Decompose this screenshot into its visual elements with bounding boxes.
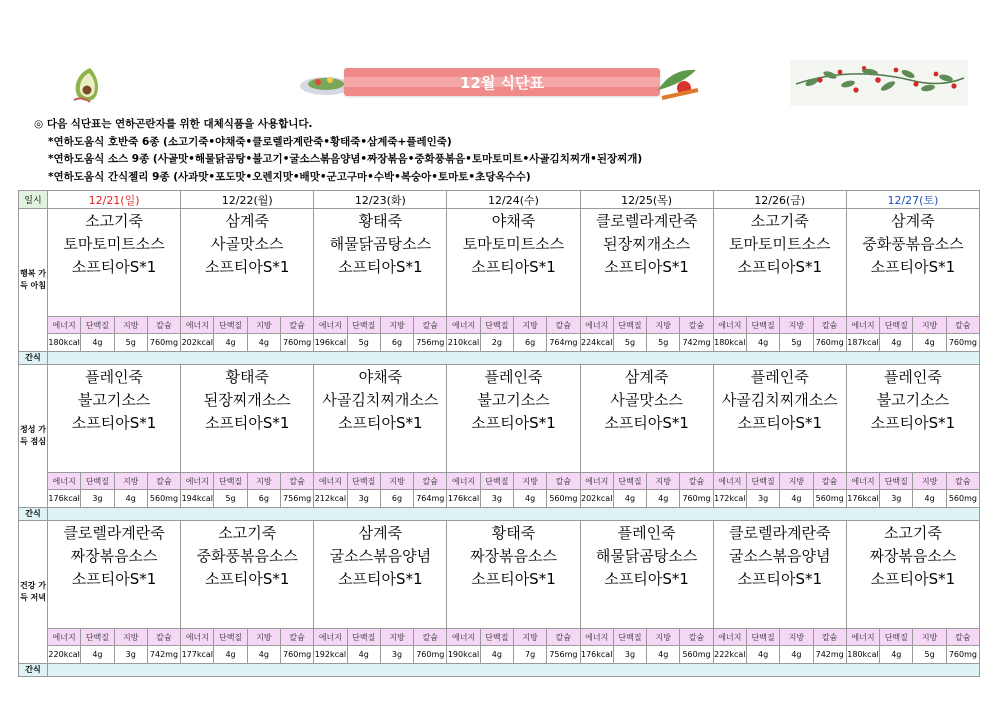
nutrient-value: 4g [513, 490, 546, 507]
note-jelly: *연하도움식 간식젤리 9종 (사과맛•포도맛•오렌지맛•배맛•군고구마•수박•복숭아•토마토•초당옥수수) [48, 170, 531, 183]
menu-item: 중화풍볶음소스 [196, 547, 298, 565]
date-header-row [19, 191, 980, 209]
menu-item: 소프티아S*1 [338, 414, 423, 432]
nutrient-value: 4g [80, 334, 113, 351]
nutrient-label: 에너지 [847, 317, 879, 333]
menu-item: 삼계죽 [624, 368, 669, 386]
nutrient-value: 196kcal [314, 334, 346, 351]
nutrient-value: 560mg [147, 490, 180, 507]
nutrient-value: 187kcal [847, 334, 879, 351]
nutrient-label: 지방 [380, 473, 413, 489]
nutrient-label: 에너지 [314, 317, 346, 333]
nutrient-label-row [19, 473, 980, 490]
nutrient-label: 단백질 [613, 629, 646, 645]
nutrient-value: 176kcal [48, 490, 80, 507]
snack-cell [48, 664, 980, 677]
nutrient-label-row [19, 629, 980, 646]
nutrient-value: 194kcal [181, 490, 213, 507]
nutrient-label: 칼슘 [147, 629, 180, 645]
date-header: 12/21(일) [48, 191, 181, 209]
menu-item: 플레인죽 [883, 368, 942, 386]
menu-item: 소프티아S*1 [338, 570, 423, 588]
nutrient-value: 760mg [946, 646, 979, 663]
snack-cell [48, 352, 980, 365]
nutrient-value: 202kcal [181, 334, 213, 351]
nutrient-label: 지방 [247, 629, 280, 645]
nutrient-value: 4g [480, 646, 513, 663]
menu-item: 소프티아S*1 [737, 414, 823, 432]
nutrient-label: 지방 [779, 473, 812, 489]
menu-cell [447, 209, 580, 317]
date-header: 12/25(목) [580, 191, 713, 209]
nutrient-value: 5g [114, 334, 147, 351]
menu-item: 소프티아S*1 [604, 258, 689, 276]
nutrient-label-row [19, 317, 980, 334]
nutrient-value: 3g [80, 490, 113, 507]
nutrient-label: 칼슘 [280, 473, 313, 489]
menu-cell [447, 521, 580, 629]
nutrient-value: 4g [247, 334, 280, 351]
nutrient-label: 지방 [912, 317, 945, 333]
menu-item: 소프티아S*1 [204, 570, 290, 588]
nutrient-label: 에너지 [181, 317, 213, 333]
nutrient-value: 6g [513, 334, 546, 351]
menu-item: 소프티아S*1 [604, 570, 689, 588]
nutrient-label: 단백질 [879, 629, 912, 645]
nutrient-value: 760mg [413, 646, 446, 663]
date-header: 12/27(토) [846, 191, 979, 209]
nutrient-value: 6g [380, 334, 413, 351]
nutrient-label: 단백질 [480, 629, 513, 645]
menu-cell [580, 365, 713, 473]
nutrient-label: 칼슘 [280, 629, 313, 645]
date-header: 12/23(화) [314, 191, 447, 209]
nutrient-value: 3g [879, 490, 912, 507]
meal-label: 행복 가득 아침 [19, 209, 48, 352]
menu-item: 토마토미트소스 [63, 235, 165, 253]
nutrient-label: 지방 [380, 629, 413, 645]
nutrient-label: 단백질 [879, 317, 912, 333]
menu-item: 플레인죽 [617, 524, 676, 542]
menu-cell [314, 521, 447, 629]
nutrient-label: 단백질 [80, 629, 113, 645]
nutrient-value: 4g [613, 490, 646, 507]
nutrient-value: 742mg [147, 646, 180, 663]
nutrient-value: 5g [779, 334, 812, 351]
menu-item: 굴소스볶음양념 [729, 547, 831, 565]
page-title: 12월 식단표 [459, 74, 545, 92]
menu-item: 소프티아S*1 [870, 570, 956, 588]
nutrient-value: 2g [480, 334, 513, 351]
nutrient-label: 칼슘 [679, 629, 712, 645]
meal-row [19, 521, 980, 629]
menu-item: 소프티아S*1 [71, 570, 157, 588]
nutrient-label: 에너지 [714, 629, 746, 645]
nutrient-label: 단백질 [746, 317, 779, 333]
menu-cell [580, 209, 713, 317]
menu-cell [181, 365, 314, 473]
nutrient-value: 756mg [280, 490, 313, 507]
note-porridge: *연하도움식 호반죽 6종 (소고기죽•야채죽•클로렐라계란죽•황태죽•삼계죽+플레인죽) [48, 135, 452, 148]
nutrient-value: 560mg [546, 490, 579, 507]
nutrient-label: 지방 [513, 317, 546, 333]
menu-item: 야채죽 [491, 212, 536, 230]
menu-item: 소프티아S*1 [471, 414, 556, 432]
nutrient-value: 5g [347, 334, 380, 351]
snack-label: 간식 [19, 664, 48, 677]
nutrient-value: 3g [746, 490, 779, 507]
nutrient-label: 지방 [779, 317, 812, 333]
nutrient-value: 760mg [147, 334, 180, 351]
menu-item: 굴소스볶음양념 [329, 547, 432, 565]
nutrient-label: 칼슘 [813, 317, 846, 333]
menu-item: 소프티아S*1 [870, 258, 956, 276]
menu-item: 소고기죽 [85, 212, 144, 230]
menu-item: 중화풍볶음소스 [862, 235, 964, 253]
menu-item: 소프티아S*1 [71, 258, 157, 276]
nutrient-label: 칼슘 [413, 629, 446, 645]
nutrient-label: 칼슘 [679, 473, 712, 489]
nutrient-value: 764mg [546, 334, 579, 351]
avocado-icon [70, 66, 106, 106]
nutrient-value: 190kcal [447, 646, 479, 663]
nutrient-value: 4g [912, 490, 945, 507]
menu-item: 소프티아S*1 [737, 570, 823, 588]
nutrient-value: 4g [213, 334, 246, 351]
nutrient-value: 224kcal [581, 334, 613, 351]
nutrient-label: 단백질 [480, 317, 513, 333]
menu-item: 소프티아S*1 [204, 258, 290, 276]
nutrient-label: 지방 [114, 629, 147, 645]
menu-item: 소프티아S*1 [870, 414, 956, 432]
nutrient-value: 172kcal [714, 490, 746, 507]
nutrient-value: 760mg [679, 490, 712, 507]
nutrient-value: 756mg [546, 646, 579, 663]
nutrient-value: 742mg [679, 334, 712, 351]
nutrient-label: 에너지 [181, 629, 213, 645]
meal-row [19, 209, 980, 317]
snack-row [19, 352, 980, 365]
menu-item: 짜장볶음소스 [70, 547, 158, 565]
menu-item: 클로렐라계란죽 [63, 524, 165, 542]
menu-cell [48, 209, 181, 317]
nutrient-label: 칼슘 [679, 317, 712, 333]
nutrient-label: 에너지 [48, 473, 80, 489]
nutrient-label: 에너지 [314, 629, 346, 645]
nutrient-value: 210kcal [447, 334, 479, 351]
nutrient-label: 에너지 [48, 629, 80, 645]
nutrient-value: 7g [513, 646, 546, 663]
menu-item: 플레인죽 [484, 368, 543, 386]
meal-plan-table [18, 190, 980, 677]
menu-item: 클로렐라계란죽 [595, 212, 698, 230]
nutrient-value: 180kcal [847, 646, 879, 663]
nutrient-value: 760mg [813, 334, 846, 351]
nutrient-label: 에너지 [581, 317, 613, 333]
nutrient-label: 단백질 [613, 317, 646, 333]
menu-item: 토마토미트소스 [729, 235, 831, 253]
nutrient-label: 에너지 [847, 473, 879, 489]
menu-item: 짜장볶음소스 [869, 547, 957, 565]
snack-row [19, 664, 980, 677]
nutrient-value: 760mg [280, 334, 313, 351]
nutrient-value: 560mg [679, 646, 712, 663]
menu-item: 짜장볶음소스 [470, 547, 557, 565]
menu-item: 소프티아S*1 [338, 258, 423, 276]
nutrient-value: 177kcal [181, 646, 213, 663]
nutrient-value: 3g [114, 646, 147, 663]
holly-berries-icon [790, 60, 968, 106]
nutrient-value: 3g [480, 490, 513, 507]
menu-cell [846, 209, 979, 317]
nutrient-value: 4g [347, 646, 380, 663]
nutrient-label: 에너지 [447, 629, 479, 645]
corner-label: 일시 [19, 191, 48, 209]
menu-item: 소프티아S*1 [604, 414, 689, 432]
nutrient-value: 560mg [813, 490, 846, 507]
vegetables-icon [652, 60, 704, 104]
nutrient-label: 단백질 [613, 473, 646, 489]
menu-item: 사골김치찌개소스 [322, 391, 439, 409]
note-sauce: *연하도움식 소스 9종 (사골맛•해물닭곰탕•불고기•굴소스볶음양념•짜장볶음•중화풍볶음•토마토미트•사골김치찌개•된장찌개) [48, 153, 643, 165]
nutrient-label: 지방 [380, 317, 413, 333]
menu-cell [846, 365, 979, 473]
nutrient-value: 3g [380, 646, 413, 663]
nutrient-value: 4g [746, 646, 779, 663]
menu-item: 소프티아S*1 [737, 258, 823, 276]
nutrient-label: 에너지 [581, 473, 613, 489]
menu-item: 플레인죽 [85, 368, 144, 386]
nutrient-label: 에너지 [714, 473, 746, 489]
nutrient-label: 칼슘 [413, 317, 446, 333]
nutrient-value: 222kcal [714, 646, 746, 663]
nutrient-label: 단백질 [347, 629, 380, 645]
menu-item: 소고기죽 [218, 524, 277, 542]
nutrient-label: 에너지 [847, 629, 879, 645]
meal-label: 정성 가득 점심 [19, 365, 48, 508]
nutrient-label: 단백질 [213, 473, 246, 489]
nutrient-value: 4g [247, 646, 280, 663]
menu-notes [34, 116, 642, 186]
nutrient-value-row [19, 334, 980, 352]
snack-label: 간식 [19, 352, 48, 365]
nutrient-label: 에너지 [447, 473, 479, 489]
nutrient-value: 4g [213, 646, 246, 663]
nutrient-label: 지방 [513, 473, 546, 489]
nutrient-label: 에너지 [48, 317, 80, 333]
nutrient-label: 단백질 [480, 473, 513, 489]
nutrient-value: 180kcal [714, 334, 746, 351]
nutrient-label: 에너지 [447, 317, 479, 333]
menu-item: 불고기소스 [876, 391, 950, 409]
menu-item: 해물닭곰탕소스 [595, 547, 698, 565]
menu-item: 불고기소스 [477, 391, 550, 409]
menu-item: 해물닭곰탕소스 [329, 235, 432, 253]
menu-item: 사골김치찌개소스 [721, 391, 838, 409]
meal-row [19, 365, 980, 473]
menu-item: 삼계죽 [891, 212, 935, 230]
menu-item: 황태죽 [358, 212, 403, 230]
title-banner [296, 58, 704, 106]
nutrient-value: 192kcal [314, 646, 346, 663]
menu-item: 소고기죽 [750, 212, 809, 230]
nutrient-value: 4g [912, 334, 945, 351]
nutrient-value: 180kcal [48, 334, 80, 351]
menu-cell [48, 365, 181, 473]
nutrient-value: 202kcal [581, 490, 613, 507]
meal-label: 건강 가득 저녁 [19, 521, 48, 664]
menu-cell [181, 521, 314, 629]
nutrient-label: 단백질 [879, 473, 912, 489]
menu-item: 된장찌개소스 [203, 391, 291, 409]
menu-item: 소프티아S*1 [204, 414, 290, 432]
nutrient-value: 742mg [813, 646, 846, 663]
menu-cell [713, 209, 846, 317]
nutrient-value: 4g [779, 490, 812, 507]
nutrient-label: 단백질 [213, 317, 246, 333]
nutrient-label: 단백질 [213, 629, 246, 645]
nutrient-value: 176kcal [847, 490, 879, 507]
menu-cell [580, 521, 713, 629]
menu-item: 소프티아S*1 [471, 570, 556, 588]
nutrient-label: 단백질 [746, 629, 779, 645]
nutrient-value: 220kcal [48, 646, 80, 663]
menu-item: 토마토미트소스 [462, 235, 565, 253]
nutrient-label: 칼슘 [280, 317, 313, 333]
nutrient-label: 칼슘 [413, 473, 446, 489]
menu-item: 황태죽 [225, 368, 269, 386]
menu-item: 클로렐라계란죽 [729, 524, 831, 542]
nutrient-label: 칼슘 [546, 629, 579, 645]
nutrient-value: 5g [646, 334, 679, 351]
nutrient-label: 지방 [114, 317, 147, 333]
nutrient-label: 지방 [912, 473, 945, 489]
nutrient-label: 칼슘 [946, 473, 979, 489]
nutrient-label: 지방 [114, 473, 147, 489]
snack-row [19, 508, 980, 521]
nutrient-value: 4g [879, 646, 912, 663]
snack-label: 간식 [19, 508, 48, 521]
menu-cell [713, 521, 846, 629]
menu-item: 삼계죽 [225, 212, 269, 230]
menu-cell [181, 209, 314, 317]
nutrient-value: 176kcal [581, 646, 613, 663]
menu-item: 소고기죽 [883, 524, 942, 542]
nutrient-value: 3g [613, 646, 646, 663]
nutrient-value: 4g [114, 490, 147, 507]
nutrient-value: 4g [779, 646, 812, 663]
nutrient-value: 212kcal [314, 490, 346, 507]
menu-item: 플레인죽 [750, 368, 809, 386]
menu-item: 불고기소스 [77, 391, 151, 409]
nutrient-label: 지방 [247, 473, 280, 489]
nutrient-label: 단백질 [80, 473, 113, 489]
date-header: 12/24(수) [447, 191, 580, 209]
nutrient-value: 4g [879, 334, 912, 351]
nutrient-label: 지방 [779, 629, 812, 645]
nutrient-label: 단백질 [746, 473, 779, 489]
note-intro: ◎ 다음 식단표는 연하곤란자를 위한 대체식품을 사용합니다. [34, 118, 313, 130]
nutrient-label: 칼슘 [546, 317, 579, 333]
nutrient-label: 칼슘 [946, 629, 979, 645]
nutrient-value: 4g [646, 646, 679, 663]
nutrient-value-row [19, 646, 980, 664]
menu-cell [48, 521, 181, 629]
nutrient-value: 176kcal [447, 490, 479, 507]
menu-item: 사골맛소스 [210, 235, 284, 253]
nutrient-label: 지방 [247, 317, 280, 333]
nutrient-value: 6g [247, 490, 280, 507]
nutrient-label: 칼슘 [946, 317, 979, 333]
menu-item: 소프티아S*1 [471, 258, 556, 276]
nutrient-label: 에너지 [581, 629, 613, 645]
nutrient-label: 단백질 [347, 317, 380, 333]
menu-item: 사골맛소스 [610, 391, 683, 409]
date-header: 12/22(월) [181, 191, 314, 209]
nutrient-label: 에너지 [181, 473, 213, 489]
title-bar [344, 68, 660, 96]
nutrient-value: 764mg [413, 490, 446, 507]
menu-cell [314, 209, 447, 317]
nutrient-value: 5g [912, 646, 945, 663]
nutrient-value: 5g [613, 334, 646, 351]
menu-item: 황태죽 [491, 524, 536, 542]
date-header: 12/26(금) [713, 191, 846, 209]
nutrient-value-row [19, 490, 980, 508]
nutrient-value: 3g [347, 490, 380, 507]
nutrient-label: 칼슘 [147, 473, 180, 489]
nutrient-label: 칼슘 [147, 317, 180, 333]
menu-item: 소프티아S*1 [71, 414, 157, 432]
nutrient-label: 에너지 [714, 317, 746, 333]
nutrient-value: 560mg [946, 490, 979, 507]
nutrient-label: 지방 [646, 473, 679, 489]
nutrient-label: 지방 [513, 629, 546, 645]
snack-cell [48, 508, 980, 521]
nutrient-label: 칼슘 [813, 473, 846, 489]
menu-cell [846, 521, 979, 629]
nutrient-value: 5g [213, 490, 246, 507]
nutrient-value: 6g [380, 490, 413, 507]
nutrient-value: 760mg [280, 646, 313, 663]
nutrient-value: 760mg [946, 334, 979, 351]
nutrient-value: 756mg [413, 334, 446, 351]
menu-cell [713, 365, 846, 473]
menu-cell [447, 365, 580, 473]
menu-item: 삼계죽 [358, 524, 403, 542]
nutrient-label: 에너지 [314, 473, 346, 489]
nutrient-value: 4g [80, 646, 113, 663]
nutrient-label: 칼슘 [813, 629, 846, 645]
nutrient-label: 지방 [646, 317, 679, 333]
nutrient-label: 단백질 [347, 473, 380, 489]
nutrient-label: 칼슘 [546, 473, 579, 489]
menu-cell [314, 365, 447, 473]
nutrient-label: 지방 [912, 629, 945, 645]
nutrient-label: 단백질 [80, 317, 113, 333]
nutrient-label: 지방 [646, 629, 679, 645]
nutrient-value: 4g [746, 334, 779, 351]
nutrient-value: 4g [646, 490, 679, 507]
menu-item: 된장찌개소스 [603, 235, 691, 253]
menu-item: 야채죽 [358, 368, 403, 386]
